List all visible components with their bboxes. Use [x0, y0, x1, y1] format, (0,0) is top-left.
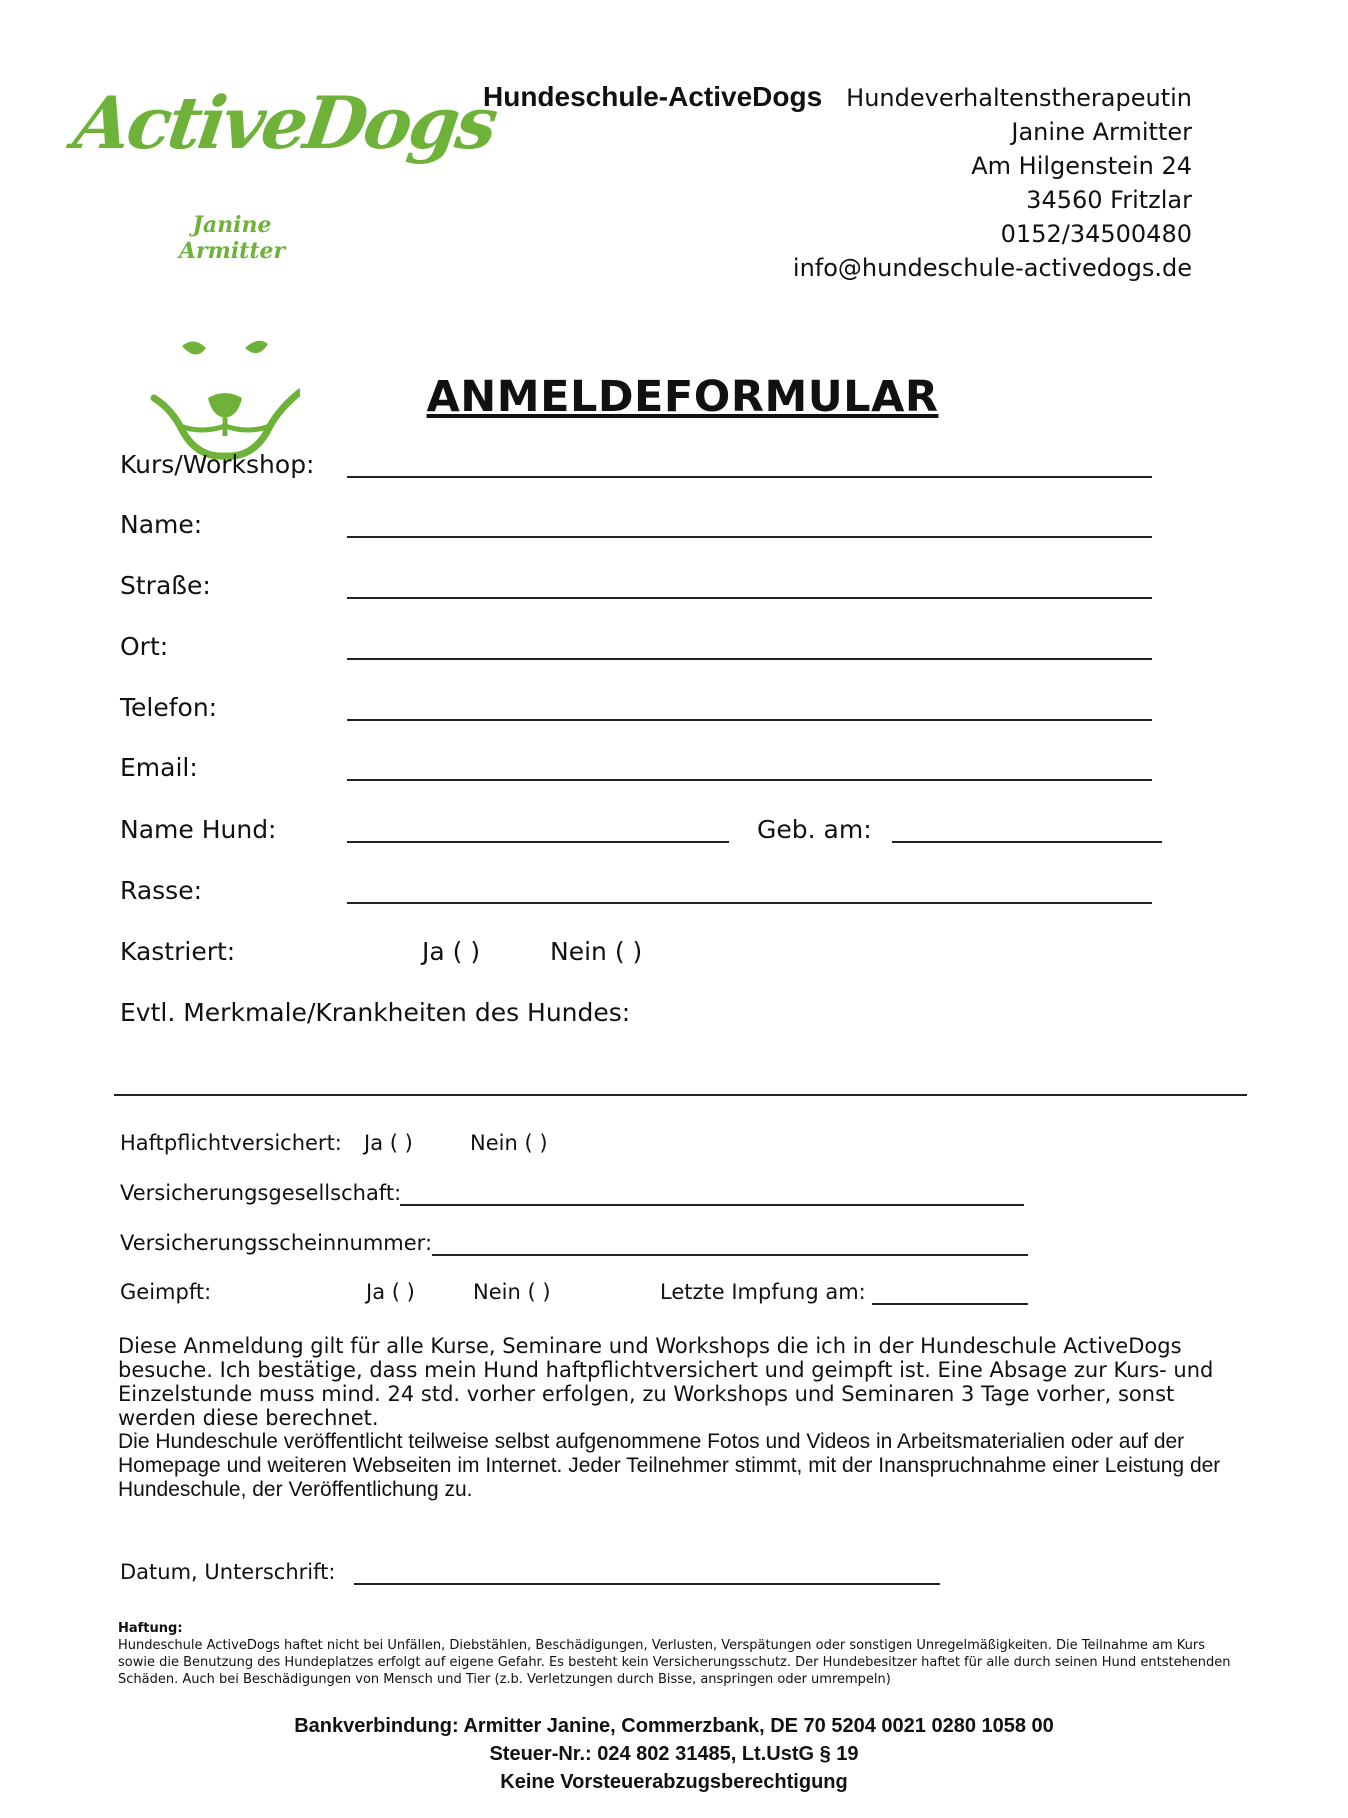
input-line-geb-am[interactable] — [892, 841, 1162, 843]
input-line-rasse[interactable] — [347, 902, 1152, 904]
footer-vorsteuer: Keine Vorsteuerabzugsberechtigung — [500, 1771, 848, 1793]
haftpflicht-nein-checkbox[interactable]: Nein ( ) — [470, 1131, 548, 1155]
liability-section — [118, 1620, 1238, 1688]
terms-paragraph-2: Die Hundeschule veröffentlicht teilweise selbst aufgenommene Fotos und Videos in Arbeitsmaterialien oder auf der Homepage und weiteren Webseiten im Internet. Jeder Teilnehmer stimmt, mit der Inanspruchnahme einer Leistung der Hundeschule, der Veröffentlichung zu. — [118, 1430, 1221, 1501]
input-line-letzte-impfung[interactable] — [872, 1303, 1028, 1305]
input-line-signature[interactable] — [354, 1583, 940, 1585]
header-street: Am Hilgenstein 24 — [971, 152, 1192, 180]
input-line-name-hund[interactable] — [347, 841, 729, 843]
header-phone: 0152/34500480 — [1000, 220, 1192, 248]
dog-face-icon — [140, 258, 300, 468]
geimpft-ja-checkbox[interactable]: Ja ( ) — [366, 1280, 415, 1304]
label-merkmale: Evtl. Merkmale/Krankheiten des Hundes: — [120, 998, 631, 1027]
footer-bank: Bankverbindung: Armitter Janine, Commerzbank, DE 70 5204 0021 0280 1058 00 — [294, 1715, 1054, 1737]
header-name: Janine Armitter — [1011, 118, 1192, 146]
label-geimpft: Geimpft: — [120, 1280, 212, 1304]
field-signature — [120, 1560, 335, 1584]
input-line-telefon[interactable] — [347, 719, 1152, 721]
label-name-hund: Name Hund: — [120, 815, 277, 844]
liability-text: Hundeschule ActiveDogs haftet nicht bei Unfällen, Diebstählen, Beschädigungen, Verlusten, Verspätungen oder sonstigen Unregelmäßigkeiten. Die Teilnahme am Kurs sowie die Benutzung des Hundeplatzes erfolgt auf eigene Gefahr. Es besteht kein Versicherungsschutz. Der Hundebesitzer haftet für alle durch seinen Hund entstehenden Schäden. Auch bei Beschädigungen von Mensch und Tier (z.b. Verletzungen durch Bisse, anspringen oder umrempeln) — [118, 1638, 1231, 1687]
input-line-gesellschaft[interactable] — [400, 1204, 1024, 1206]
field-gesellschaft — [120, 1181, 401, 1205]
label-name: Name: — [120, 510, 203, 539]
footer-bank-info — [0, 1712, 1348, 1796]
label-kastriert: Kastriert: — [120, 937, 236, 966]
label-letzte-impfung: Letzte Impfung am: — [660, 1280, 866, 1304]
label-signature: Datum, Unterschrift: — [120, 1560, 336, 1584]
terms-paragraph-1: Diese Anmeldung gilt für alle Kurse, Seminare und Workshops die ich in der Hundeschule ActiveDogs besuche. Ich bestätige, dass mein Hund haftpflichtversichert und geimpft ist. Eine Absage zur Kurs- und Einzelstunde muss mind. 24 std. vorher erfolgen, zu Workshops und Seminaren 3 Tage vorher, sonst werden diese berechnet. — [118, 1334, 1214, 1430]
label-scheinnummer: Versicherungsscheinnummer: — [120, 1231, 433, 1255]
contact-header — [483, 80, 1192, 285]
haftpflicht-ja-checkbox[interactable]: Ja ( ) — [364, 1131, 413, 1155]
footer-steuer: Steuer-Nr.: 024 802 31485, Lt.UstG § 19 — [489, 1743, 859, 1765]
header-role: Hundeverhaltenstherapeutin — [846, 84, 1192, 112]
header-email: info@hundeschule-activedogs.de — [792, 254, 1192, 282]
label-gesellschaft: Versicherungsgesellschaft: — [120, 1181, 402, 1205]
input-line-merkmale[interactable] — [114, 1094, 1247, 1096]
input-line-scheinnummer[interactable] — [432, 1254, 1028, 1256]
header-city: 34560 Fritzlar — [1026, 186, 1192, 214]
kastriert-nein-checkbox[interactable]: Nein ( ) — [550, 937, 643, 966]
label-haftpflicht: Haftpflichtversichert: — [120, 1131, 342, 1155]
field-geimpft — [120, 1280, 866, 1304]
input-line-kurs[interactable] — [347, 476, 1152, 478]
label-ort: Ort: — [120, 632, 169, 661]
geimpft-nein-checkbox[interactable]: Nein ( ) — [473, 1280, 551, 1304]
label-strasse: Straße: — [120, 571, 211, 600]
label-telefon: Telefon: — [120, 693, 218, 722]
label-email: Email: — [120, 753, 198, 782]
label-rasse: Rasse: — [120, 876, 202, 905]
activedogs-logo — [69, 80, 501, 400]
label-geb-am: Geb. am: — [757, 815, 872, 844]
kastriert-ja-checkbox[interactable]: Ja ( ) — [422, 937, 481, 966]
input-line-strasse[interactable] — [347, 597, 1152, 599]
field-scheinnummer — [120, 1231, 432, 1255]
label-kurs: Kurs/Workshop: — [120, 450, 315, 479]
input-line-ort[interactable] — [347, 658, 1152, 660]
input-line-name[interactable] — [347, 536, 1152, 538]
logo-brand-text: ActiveDogs — [69, 80, 501, 165]
input-line-email[interactable] — [347, 779, 1152, 781]
field-haftpflicht — [120, 1131, 548, 1155]
logo-subtitle: Janine Armitter — [178, 212, 286, 264]
school-name: Hundeschule-ActiveDogs — [483, 81, 823, 112]
terms-text — [118, 1334, 1248, 1502]
liability-heading: Haftung: — [118, 1621, 183, 1636]
form-title: ANMELDEFORMULAR — [426, 372, 939, 422]
